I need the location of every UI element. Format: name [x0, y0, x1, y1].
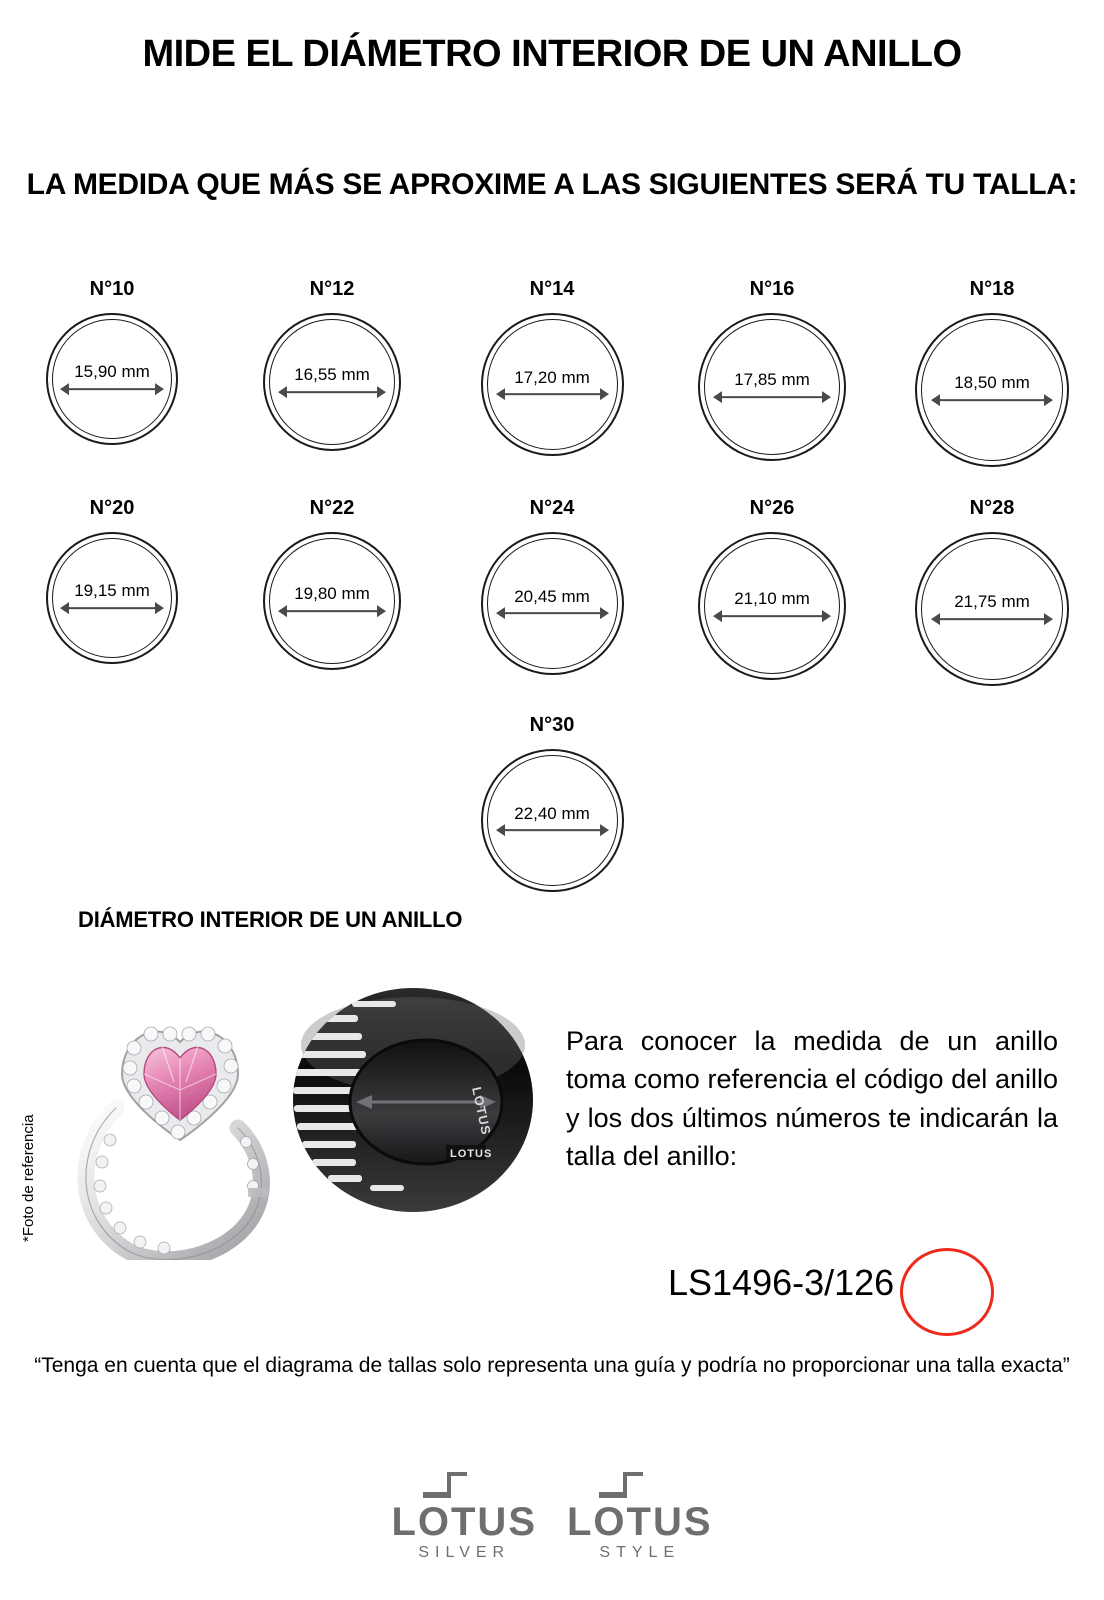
size-cell-12: [222, 278, 442, 451]
size-row-2: [0, 497, 1104, 686]
double-arrow-icon: [713, 610, 831, 622]
size-cell-24: [442, 497, 662, 675]
instructions-paragraph: Para conocer la medida de un anillo toma como referencia el código del anillo y los dos últimos números te indicarán la talla del anillo:: [566, 1026, 1058, 1171]
double-arrow-icon: [496, 607, 609, 619]
diameter-measure: [477, 805, 627, 837]
measure-text: 18,50 mm: [954, 373, 1030, 393]
ring-diagram: [698, 532, 846, 680]
measure-text: 22,40 mm: [514, 803, 590, 823]
logo-lotus-style: [567, 1470, 713, 1562]
measure-text: 17,20 mm: [514, 367, 590, 387]
ring-diagram: [481, 313, 624, 456]
diameter-measure: [477, 369, 627, 401]
ring-diagram: [263, 313, 401, 451]
size-row-3: [0, 714, 1104, 892]
ring-diagram: [481, 749, 624, 892]
size-label: N°24: [529, 497, 575, 519]
size-label: N°18: [969, 278, 1015, 300]
ring-diagram: [698, 313, 846, 461]
size-label: N°12: [309, 278, 355, 300]
size-cell-26: [662, 497, 882, 680]
ring-diagram: [46, 313, 178, 445]
svg-text:LOTUS: LOTUS: [469, 1085, 494, 1137]
ring-diagram: [263, 532, 401, 670]
measure-text: 21,10 mm: [734, 589, 810, 609]
size-label: N°28: [969, 497, 1015, 519]
size-cell-28: [882, 497, 1102, 686]
double-arrow-icon: [60, 602, 164, 614]
diameter-measure: [37, 363, 187, 395]
double-arrow-icon: [278, 386, 386, 398]
lotus-mark-icon: [597, 1470, 683, 1500]
double-arrow-icon: [496, 388, 609, 400]
double-arrow-icon: [496, 824, 609, 836]
logo-tagline: SILVER: [418, 1544, 511, 1561]
photo-reference-note: *Foto de referencia: [20, 1114, 37, 1242]
size-label: N°16: [749, 278, 795, 300]
ring-diagram: [46, 532, 178, 664]
size-cell-18: [882, 278, 1102, 467]
ring-size-grid: [0, 278, 1104, 892]
measure-text: 19,80 mm: [294, 584, 370, 604]
ring-diagram: [915, 532, 1069, 686]
diameter-measure: [257, 585, 407, 617]
logo-tagline: STYLE: [599, 1544, 681, 1561]
size-cell-16: [662, 278, 882, 461]
section-caption: DIÁMETRO INTERIOR DE UN ANILLO: [78, 907, 463, 932]
measure-text: 17,85 mm: [734, 370, 810, 390]
diameter-measure: [257, 366, 407, 398]
size-label: N°22: [309, 497, 355, 519]
size-cell-30: [442, 714, 662, 892]
measure-text: 19,15 mm: [74, 581, 150, 601]
diameter-measure: [917, 374, 1067, 406]
lotus-mark-icon: [421, 1470, 507, 1500]
size-label: N°14: [529, 278, 575, 300]
code-highlight-circle: [900, 1248, 994, 1336]
size-cell-22: [222, 497, 442, 670]
wide-band-ring-photo: [286, 985, 541, 1215]
measure-text: 16,55 mm: [294, 365, 370, 385]
measure-text: 21,75 mm: [954, 592, 1030, 612]
size-label: N°26: [749, 497, 795, 519]
size-label: N°30: [529, 714, 575, 736]
double-arrow-icon: [278, 605, 386, 617]
diameter-measure: [697, 371, 847, 403]
logo-wordmark: LOTUS: [567, 1500, 713, 1544]
size-label: N°10: [89, 278, 135, 300]
diameter-measure: [917, 593, 1067, 625]
page-subtitle: LA MEDIDA QUE MÁS SE APROXIME A LAS SIGUIENTES SERÁ TU TALLA:: [26, 168, 1078, 201]
svg-text:LOTUS: LOTUS: [450, 1148, 493, 1160]
measure-text: 15,90 mm: [74, 362, 150, 382]
solitaire-ring-photo: [52, 990, 302, 1260]
double-arrow-icon: [931, 613, 1053, 625]
size-row-1: [0, 278, 1104, 467]
diameter-measure: [697, 590, 847, 622]
logo-lotus-silver: [391, 1470, 537, 1562]
brand-logos: [0, 1470, 1104, 1562]
code-example: LS1496-3/126: [668, 1262, 895, 1303]
ring-diagram: [481, 532, 624, 675]
double-arrow-icon: [931, 394, 1053, 406]
logo-wordmark: LOTUS: [391, 1500, 537, 1544]
ring-diagram: [915, 313, 1069, 467]
double-arrow-icon: [60, 383, 164, 395]
page-title: MIDE EL DIÁMETRO INTERIOR DE UN ANILLO: [142, 33, 962, 75]
double-arrow-icon: [713, 391, 831, 403]
measure-text: 20,45 mm: [514, 586, 590, 606]
disclaimer-text: “Tenga en cuenta que el diagrama de tallas solo representa una guía y podría no proporcionar una talla exacta”: [34, 1354, 1070, 1377]
size-cell-20: [2, 497, 222, 664]
size-label: N°20: [89, 497, 135, 519]
size-cell-10: [2, 278, 222, 445]
diameter-measure: [37, 582, 187, 614]
diameter-measure: [477, 588, 627, 620]
size-cell-14: [442, 278, 662, 456]
